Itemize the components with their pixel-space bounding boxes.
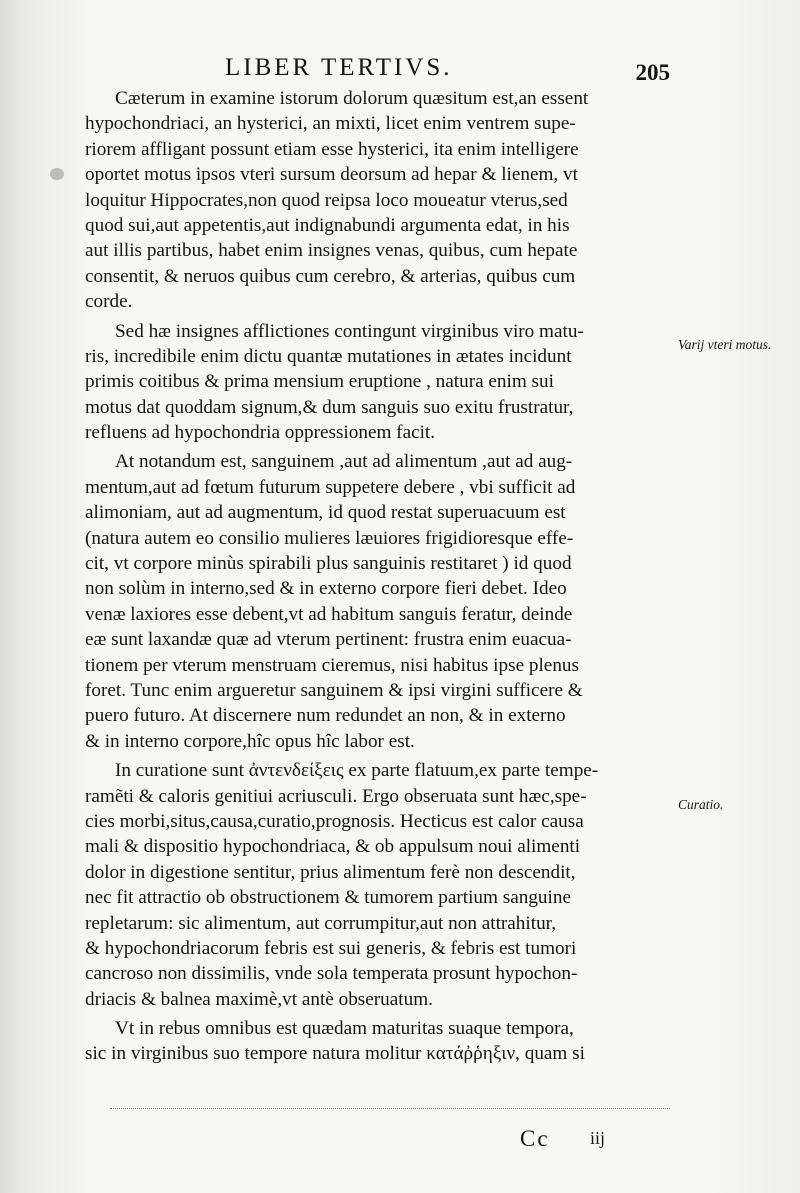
page-number: 205 bbox=[635, 60, 670, 85]
text-line: foret. Tunc enim argueretur sanguinem & ipsi virgini sufficere & bbox=[85, 679, 583, 701]
text-line: non solùm in interno,sed & in externo corpore fieri debet. Ideo bbox=[85, 578, 567, 600]
text-line: oportet motus ipsos vteri sursum deorsum ad hepar & lienem, vt bbox=[85, 164, 578, 186]
text-line: driacis & balnea maximè,vt antè obseruatum. bbox=[85, 988, 433, 1010]
text-line: nec fit attractio ob obstructionem & tumorem partium sanguine bbox=[85, 887, 571, 909]
running-head: LIBER TERTIVS. bbox=[225, 54, 453, 81]
ink-blot bbox=[50, 168, 64, 180]
text-line: refluens ad hypochondria oppressionem facit. bbox=[85, 422, 436, 444]
text-line: eæ sunt laxandæ quæ ad vterum pertinent: frustra enim euacua- bbox=[85, 629, 572, 651]
text-line: aut illis partibus, habet enim insignes venas, quibus, cum hepate bbox=[85, 240, 578, 262]
text-line: Sed hæ insignes afflictiones contingunt virginibus viro matu- bbox=[115, 320, 584, 342]
text-line: mentum,aut ad fœtum futurum suppetere debere , vbi sufficit ad bbox=[85, 476, 576, 498]
text-line: Cæterum in examine istorum dolorum quæsitum est,an essent bbox=[115, 88, 589, 109]
text-underline-mark bbox=[110, 1108, 670, 1110]
text-line: mali & dispositio hypochondriaca, & ob appulsum noui alimenti bbox=[85, 836, 581, 858]
text-line: & hypochondriacorum febris est sui generis, & febris est tumori bbox=[85, 937, 577, 959]
folio-number: iij bbox=[590, 1128, 606, 1148]
text-line: sic in virginibus suo tempore natura molitur κατάῤῥηξιν, quam si bbox=[85, 1043, 585, 1065]
body-text bbox=[85, 86, 675, 1067]
text-line: motus dat quoddam signum,& dum sanguis suo exitu frustratur, bbox=[85, 396, 574, 418]
text-line: hypochondriaci, an hysterici, an mixti, licet enim ventrem supe- bbox=[85, 113, 576, 135]
margin-note-curatio: Curatio. bbox=[678, 797, 724, 812]
text-line: cies morbi,situs,causa,curatio,prognosis. Hecticus est calor causa bbox=[85, 810, 584, 832]
text-line: & in interno corpore,hîc opus hîc labor est. bbox=[85, 730, 415, 752]
text-line: In curatione sunt ἀντενδείξεις ex parte flatuum,ex parte tempe- bbox=[115, 760, 599, 782]
text-line: ris, incredibile enim dictu quantæ mutationes in ætates incidunt bbox=[85, 345, 572, 367]
text-line: riorem affligant possunt etiam esse hysterici, ita enim intelligere bbox=[85, 138, 579, 160]
text-line: cancroso non dissimilis, vnde sola temperata prosunt hypochon- bbox=[85, 963, 578, 985]
text-line: (natura autem eo consilio mulieres læuiores frigidioresque effe- bbox=[85, 527, 574, 549]
text-line: tionem per vterum menstruam cieremus, nisi habitus ipse plenus bbox=[85, 654, 579, 676]
page-footer bbox=[520, 1124, 680, 1164]
text-line: repletarum: sic alimentum, aut corrumpitur,aut non attrahitur, bbox=[85, 912, 557, 934]
text-line: corde. bbox=[85, 291, 133, 313]
text-line: primis coitibus & prima mensium eruptione , natura enim sui bbox=[85, 371, 554, 393]
text-line: quod sui,aut appetentis,aut indignabundi argumenta edat, in his bbox=[85, 214, 570, 236]
text-line: consentit, & neruos quibus cum cerebro, & arterias, quibus cum bbox=[85, 265, 576, 287]
text-line: puero futuro. At discernere num redundet an non, & in externo bbox=[85, 705, 566, 727]
text-line: At notandum est, sanguinem ,aut ad alimentum ,aut ad aug- bbox=[115, 451, 573, 473]
text-line: alimoniam, aut ad augmentum, id quod restat superuacuum est bbox=[85, 502, 566, 524]
text-line: Vt in rebus omnibus est quædam maturitas suaque tempora, bbox=[115, 1018, 574, 1040]
text-line: dolor in digestione sentitur, prius alimentum ferè non descendit, bbox=[85, 861, 576, 883]
text-line: cit, vt corpore minùs spirabili plus sanguinis restitaret ) id quod bbox=[85, 553, 572, 575]
text-line: loquitur Hippocrates,non quod reipsa loco moueatur vterus,sed bbox=[85, 189, 568, 211]
margin-note-vteri-motus: Varij vteri motus. bbox=[678, 337, 772, 352]
page-header bbox=[225, 54, 670, 86]
text-line: venæ laxiores esse debent,vt ad habitum sanguis feratur, deinde bbox=[85, 603, 573, 625]
text-line: ramẽti & caloris genitiui acriusculi. Ergo obseruata sunt hæc,spe- bbox=[85, 785, 587, 807]
signature-mark: Cc bbox=[520, 1126, 550, 1151]
